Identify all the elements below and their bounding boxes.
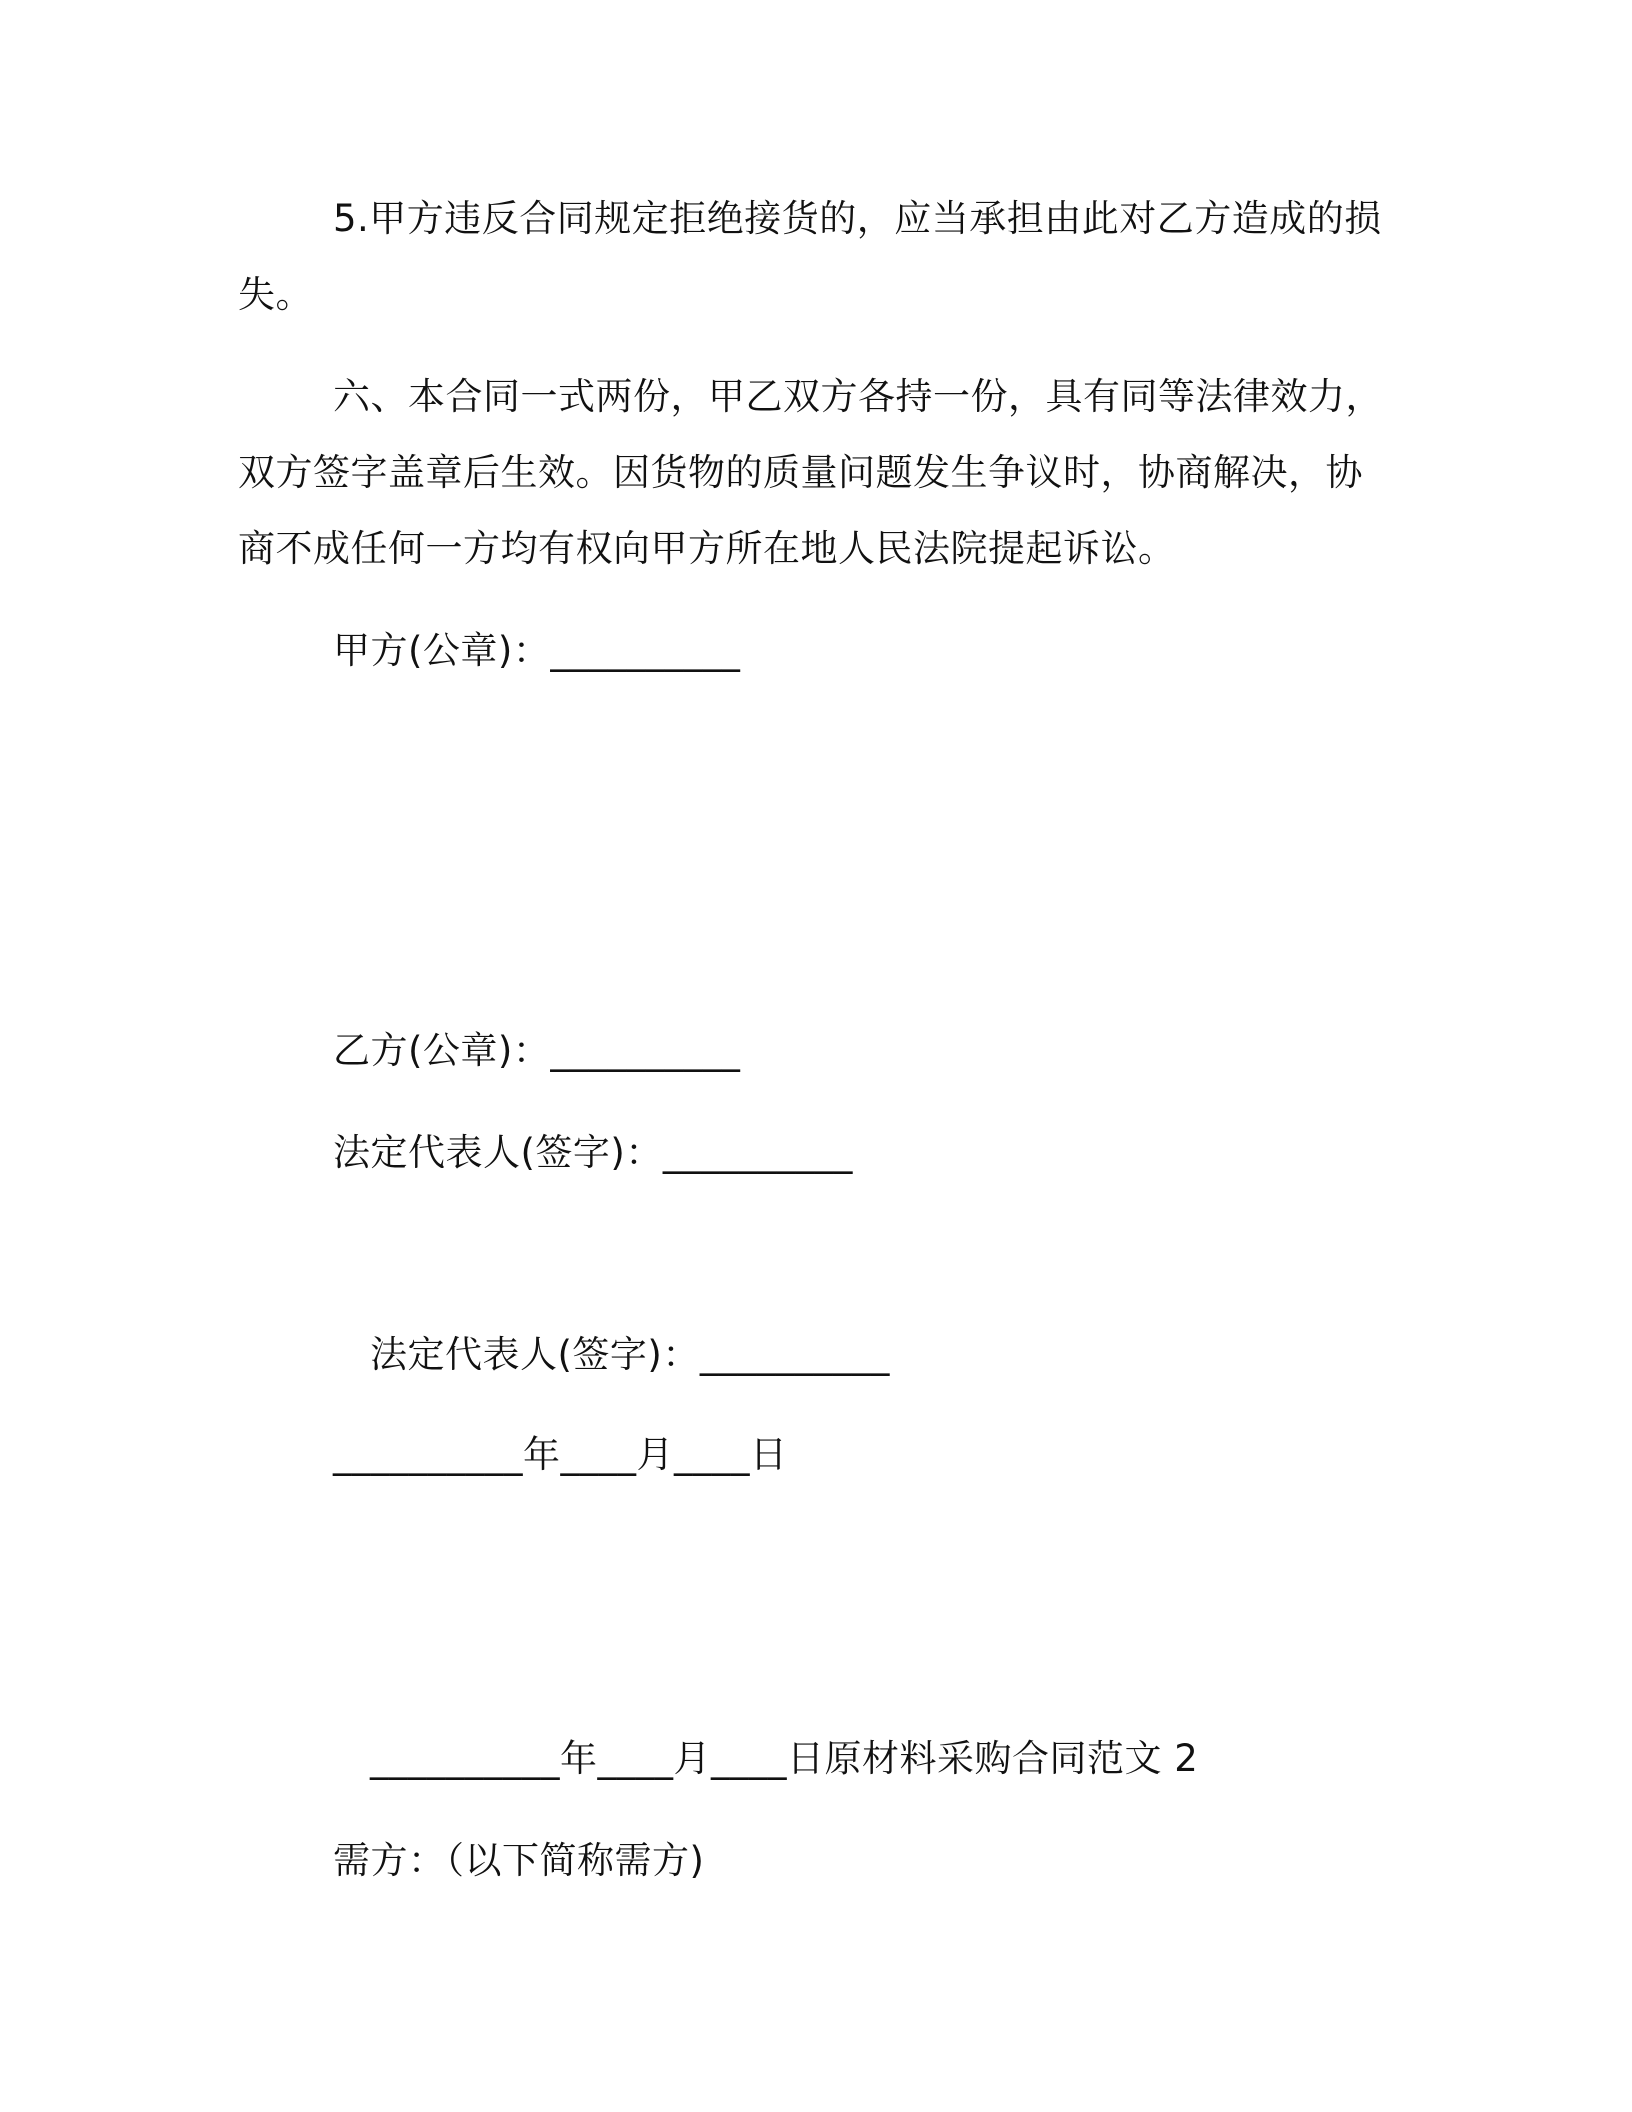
clause-6-line-3: 商不成任何一方均有权向甲方所在地人民法院提起诉讼。 [238,527,1176,570]
legal-representative-line-1: 法定代表人(签字)：__________ [333,1131,853,1174]
clause-5-line-1: 5.甲方违反合同规定拒绝接货的，应当承担由此对乙方造成的损 [333,197,1382,240]
party-b-seal-line: 乙方(公章)：__________ [333,1029,741,1072]
clause-6-line-1: 六、本合同一式两份，甲乙双方各持一份，具有同等法律效力， [333,375,1383,418]
signing-date-line: __________年____月____日 [333,1433,788,1476]
clause-5-line-2: 失。 [238,273,313,316]
next-contract-title: __________年____月____日原材料采购合同范文 2 [370,1737,1199,1780]
legal-representative-line-2: 法定代表人(签字)：__________ [370,1333,890,1376]
buyer-line: 需方：（以下简称需方) [333,1839,705,1882]
clause-6-line-2: 双方签字盖章后生效。因货物的质量问题发生争议时，协商解决，协 [238,451,1363,494]
party-a-seal-line: 甲方(公章)：__________ [333,629,741,672]
